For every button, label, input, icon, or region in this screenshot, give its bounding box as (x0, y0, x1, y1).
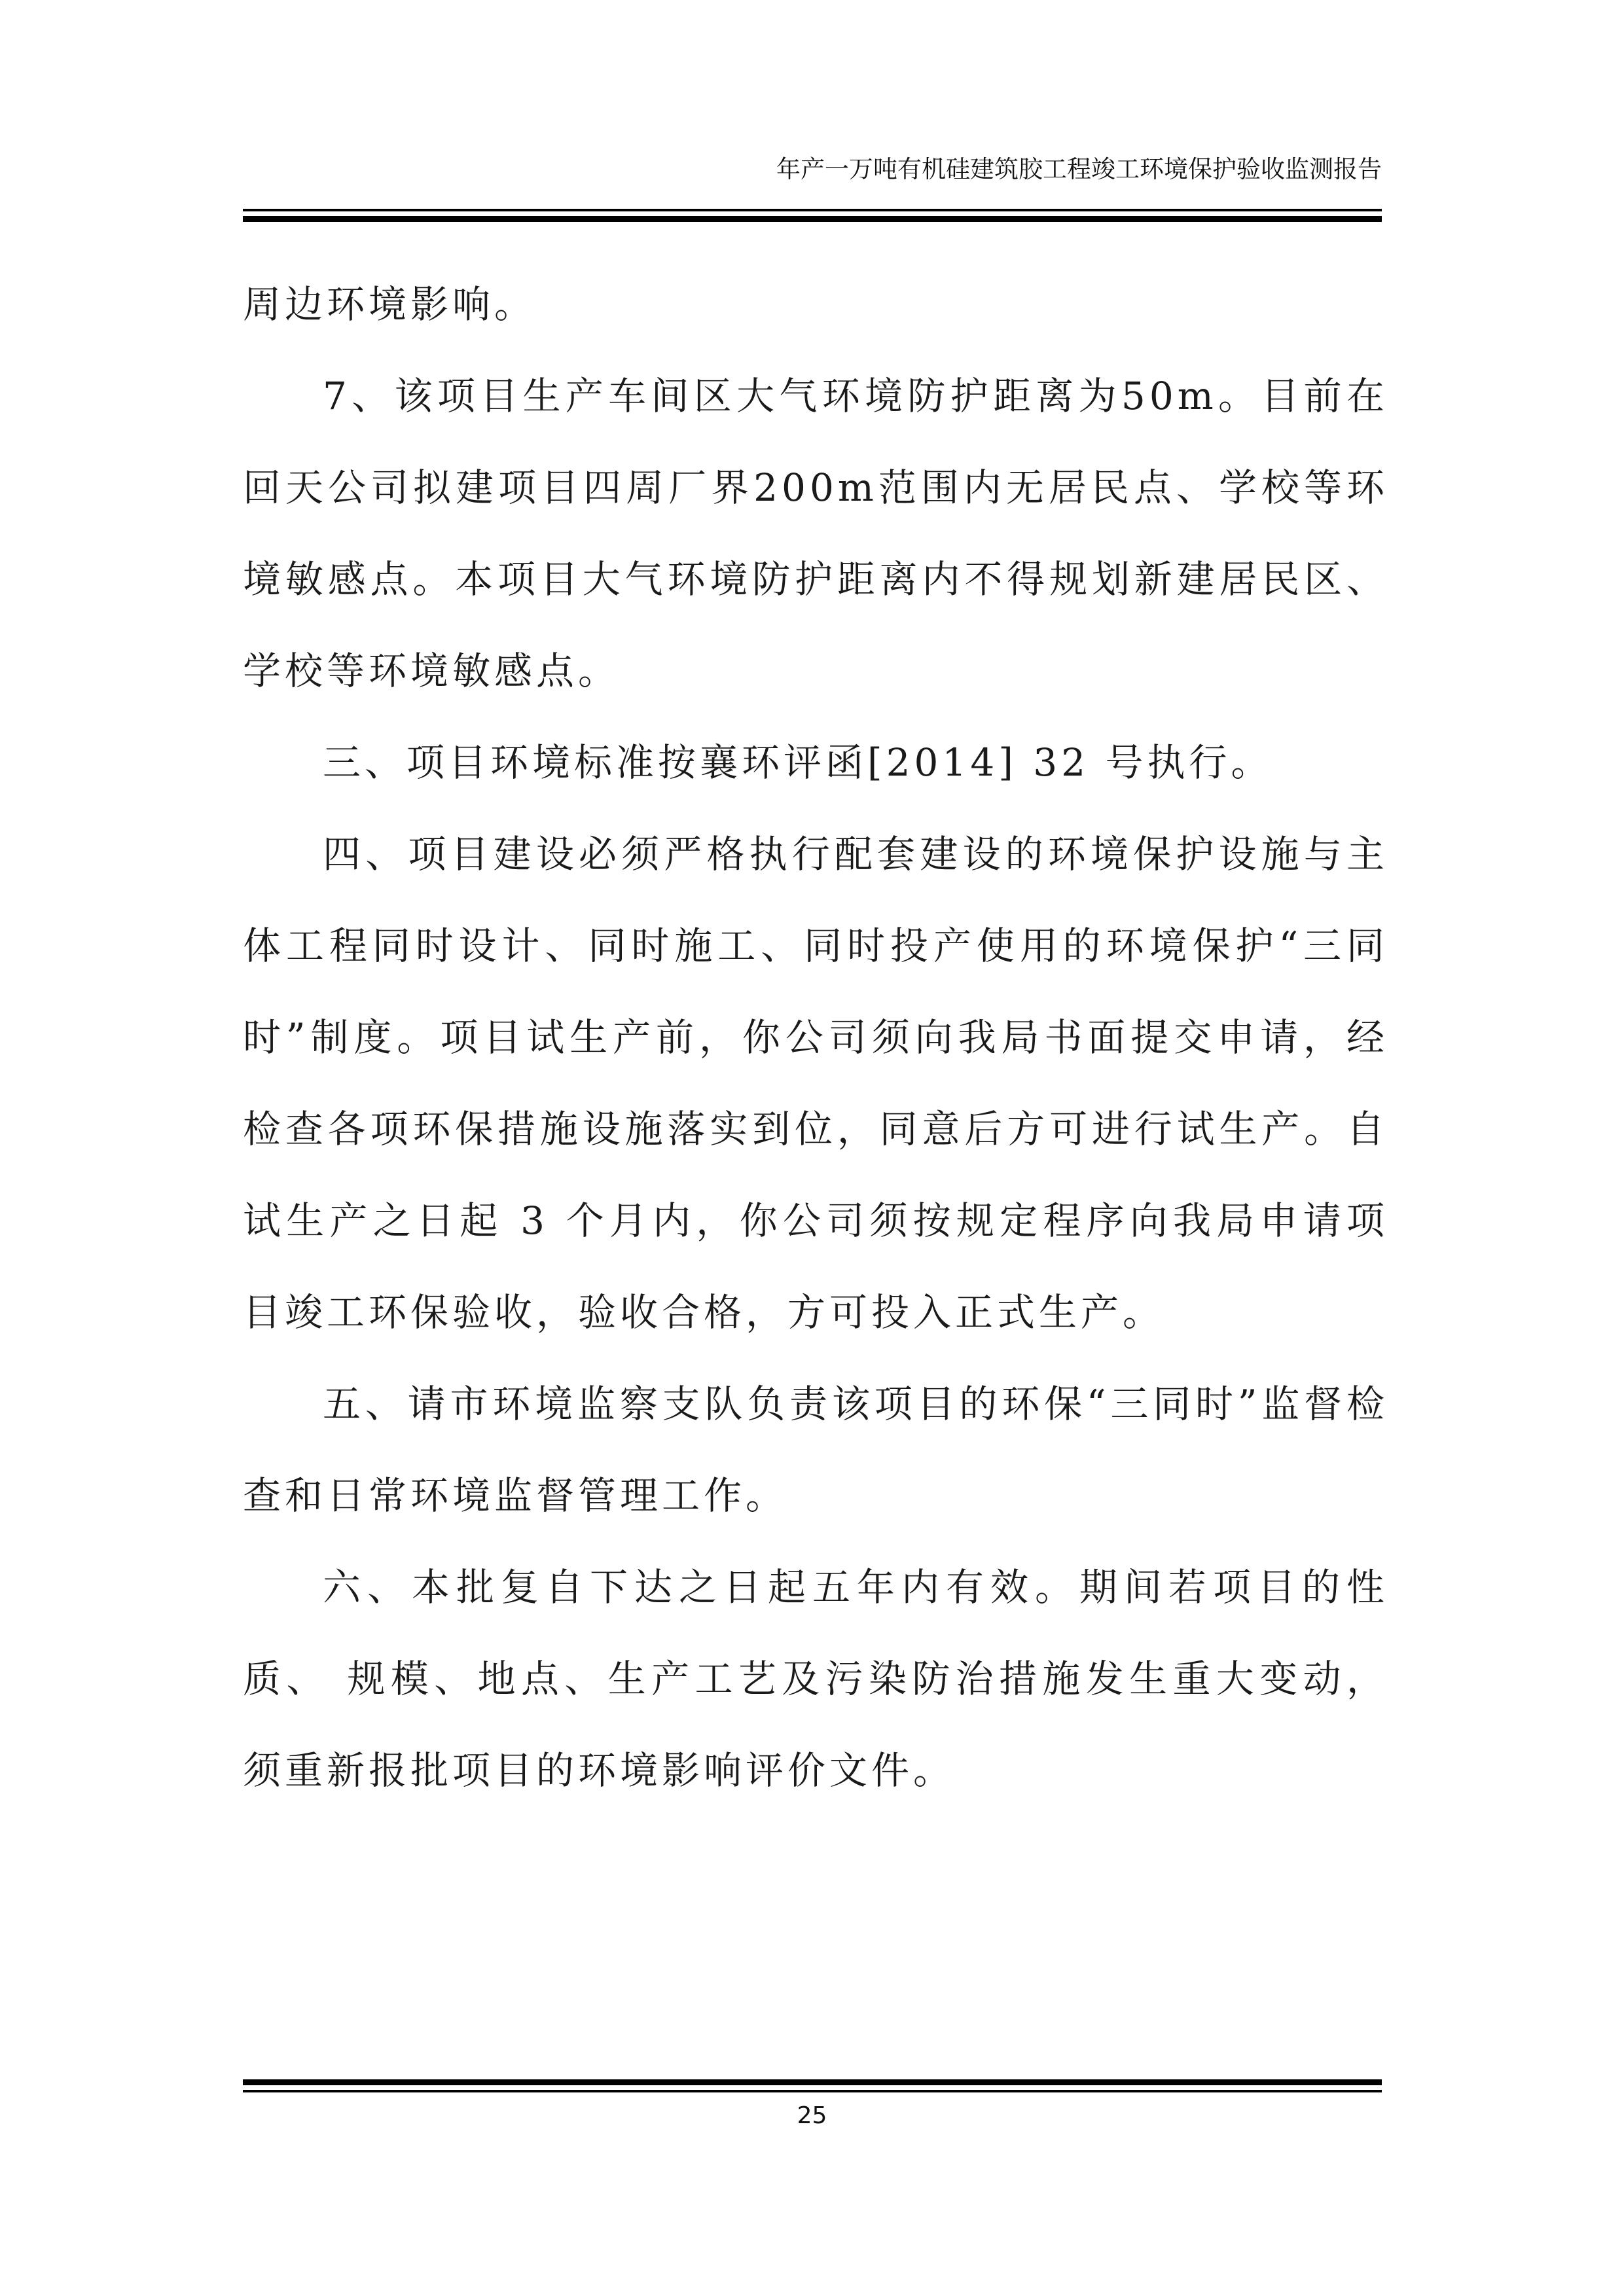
paragraph-section-6: 六、本批复自下达之日起五年内有效。期间若项目的性质、 规模、地点、生产工艺及污染防治措施发生重大变动，须重新报批项目的环境影响评价文件。 (243, 1565, 1388, 1793)
paragraph-section-4: 四、项目建设必须严格执行配套建设的环境保护设施与主体工程同时设计、同时施工、同时投产使用的环境保护“三同时”制度。项目试生产前，你公司须向我局书面提交申请，经检查各项环保措施设施落实到位，同意后方可进行试生产。自试生产之日起 3 个月内，你公司须按规定程序向我局申请项目竣工环保验收，验收合格，方可投入正式生产。 (243, 832, 1388, 1335)
footer-rule-thin (243, 2090, 1382, 2092)
paragraph-section-3: 三、项目环境标准按襄环评函[2014] 32 号执行。 (323, 740, 1273, 785)
page-number: 25 (797, 2102, 827, 2129)
paragraph-section-5: 五、请市环境监察支队负责该项目的环保“三同时”监督检查和日常环境监督管理工作。 (243, 1382, 1388, 1518)
header-rule-thick (243, 216, 1382, 222)
header-rule-thin (243, 209, 1382, 211)
paragraph-continuation: 周边环境影响。 (243, 282, 537, 327)
document-body (243, 259, 1388, 1816)
page-header-title: 年产一万吨有机硅建筑胶工程竣工环境保护验收监测报告 (776, 155, 1382, 183)
paragraph-item-7: 7、该项目生产车间区大气环境防护距离为50m。目前在回天公司拟建项目四周厂界200m范围内无居民点、学校等环境敏感点。本项目大气环境防护距离内不得规划新建居民区、学校等环境敏感点。 (243, 374, 1388, 693)
footer-rule-thick (243, 2079, 1382, 2085)
